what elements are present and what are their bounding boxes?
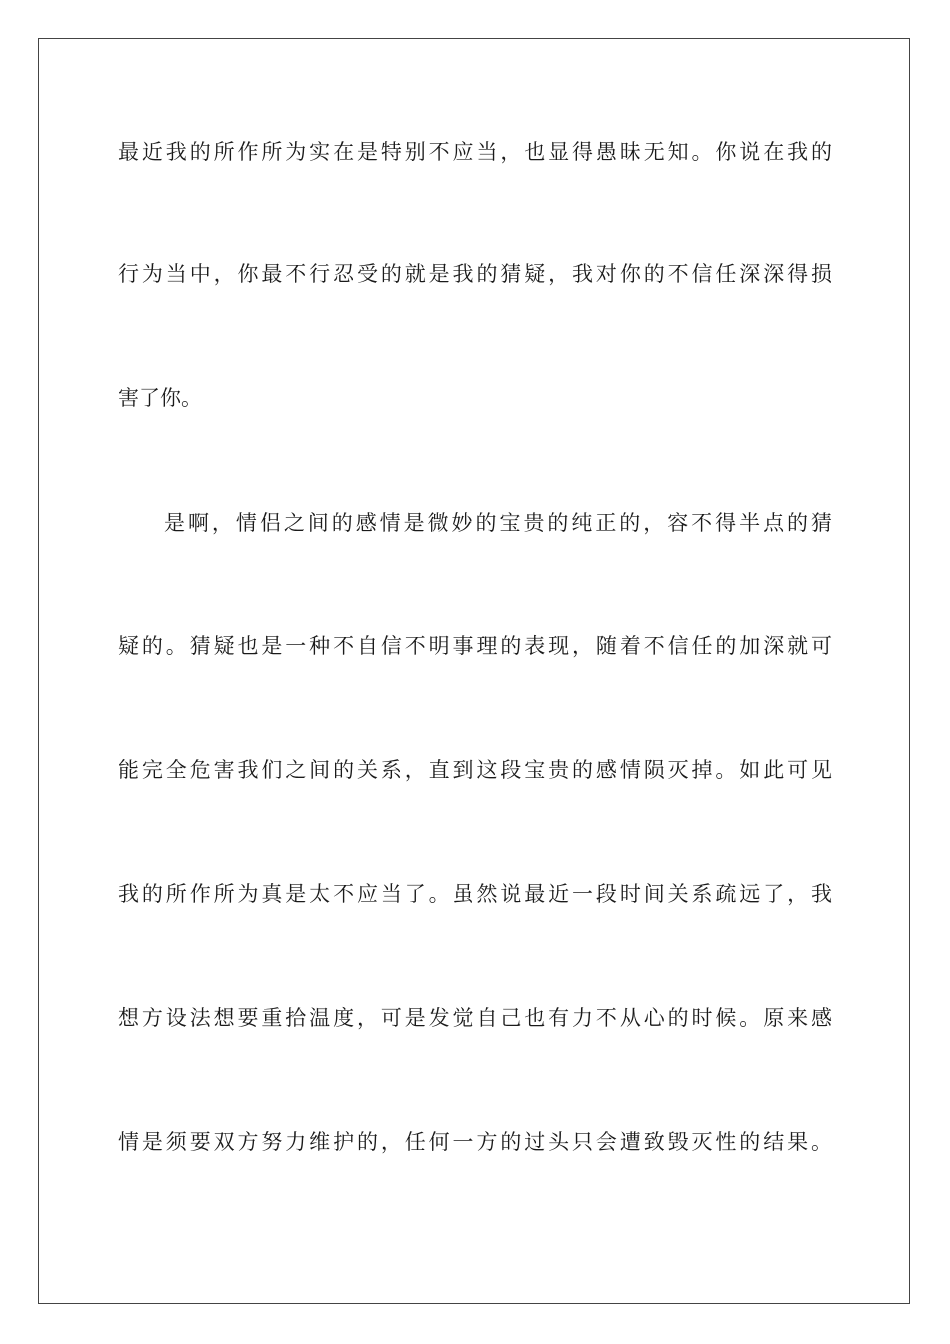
page-border: [38, 38, 910, 1304]
text-line-5: 疑的。猜疑也是一种不自信不明事理的表现，随着不信任的加深就可: [118, 634, 832, 658]
text-line-2: 行为当中，你最不行忍受的就是我的猜疑，我对你的不信任深深得损: [118, 262, 832, 286]
text-line-4: 是啊，情侣之间的感情是微妙的宝贵的纯正的，容不得半点的猜: [164, 511, 832, 535]
text-line-7: 我的所作所为真是太不应当了。虽然说最近一段时间关系疏远了，我: [118, 882, 832, 906]
text-line-1: 最近我的所作所为实在是特别不应当，也显得愚昧无知。你说在我的: [118, 140, 832, 164]
text-line-3: 害了你。: [118, 386, 202, 410]
text-line-8: 想方设法想要重拾温度，可是发觉自己也有力不从心的时候。原来感: [118, 1006, 832, 1030]
text-line-6: 能完全危害我们之间的关系，直到这段宝贵的感情陨灭掉。如此可见: [118, 758, 832, 782]
text-line-9: 情是须要双方努力维护的，任何一方的过头只会遭致毁灭性的结果。: [118, 1130, 832, 1154]
